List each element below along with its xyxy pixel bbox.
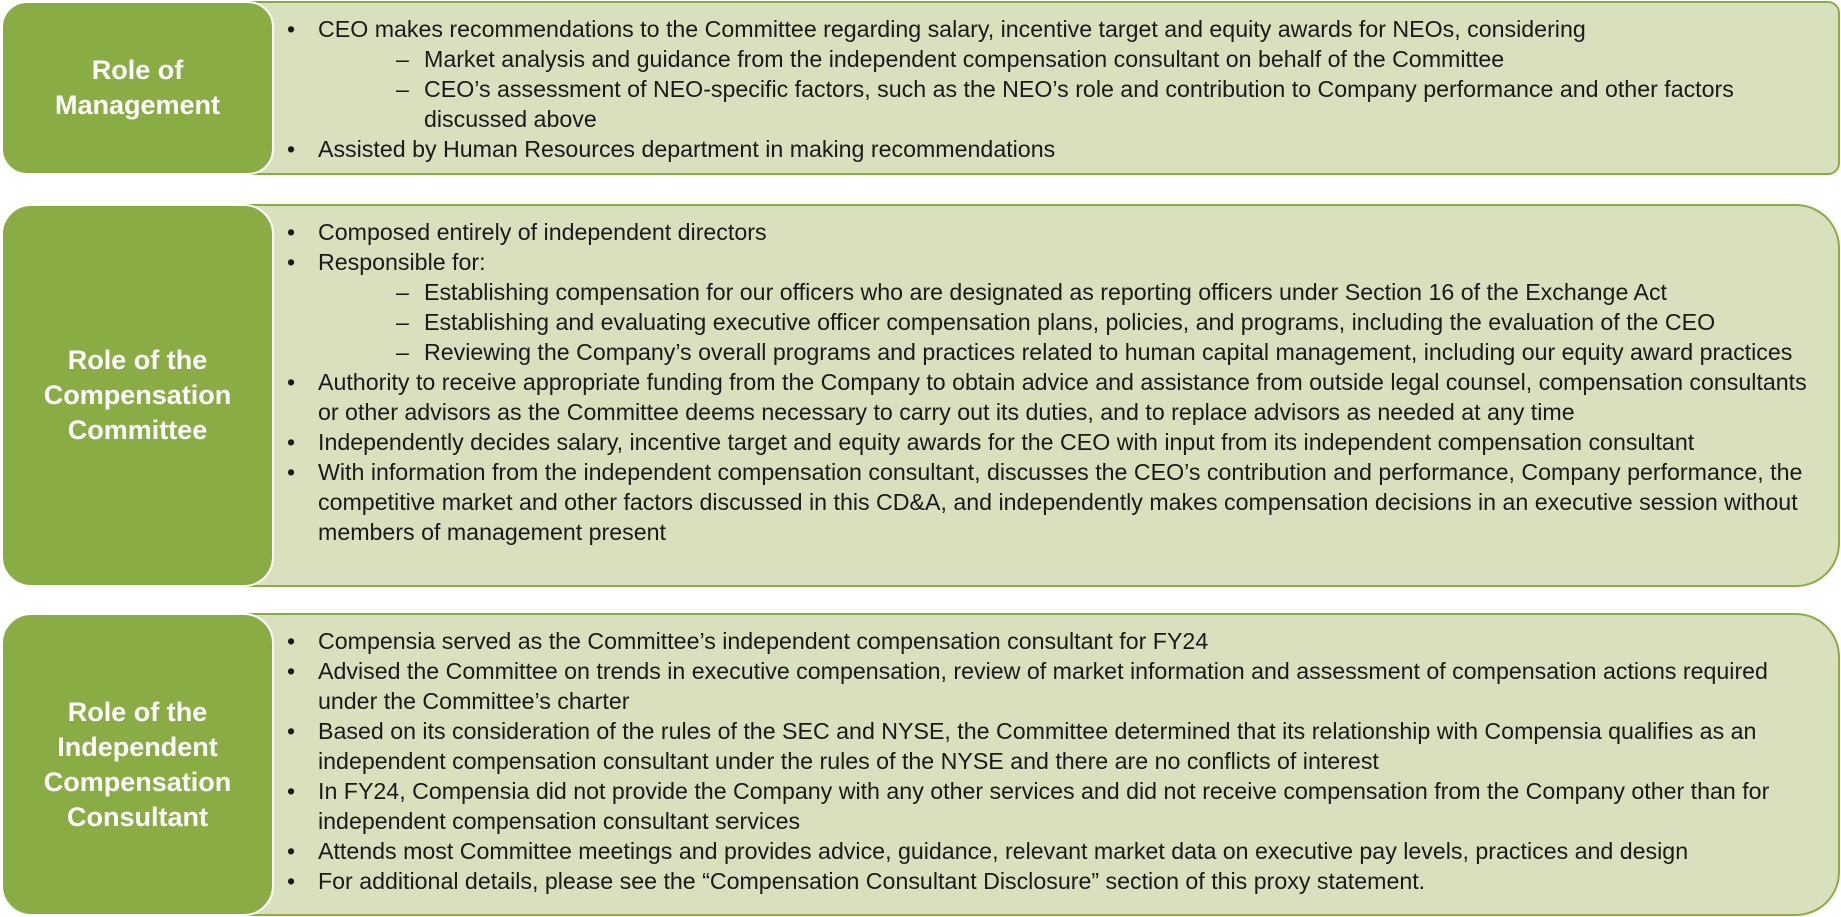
section-label-line: Role of the bbox=[67, 696, 208, 727]
section-label bbox=[1, 613, 274, 916]
section-role-of-management bbox=[0, 1, 1841, 175]
bullet-item: • Composed entirely of independent directors bbox=[287, 217, 1819, 247]
bullet-item: • Attends most Committee meetings and provides advice, guidance, relevant market data on executive pay levels, practices and design bbox=[287, 836, 1819, 866]
bullet-text: Responsible for: bbox=[318, 249, 486, 275]
sub-bullet-item: – Establishing compensation for our officers who are designated as reporting officers under Section 16 of the Exchange Act bbox=[318, 277, 1819, 307]
bullet-item: • Assisted by Human Resources department in making recommendations bbox=[287, 134, 1819, 164]
bullet-item: • Advised the Committee on trends in executive compensation, review of market information and assessment of compensation actions required under the Committee’s charter bbox=[287, 656, 1819, 716]
section-label-line: Compensation bbox=[43, 766, 232, 797]
section-label-line: Compensation bbox=[43, 380, 232, 410]
sub-bullet-list bbox=[318, 44, 1819, 134]
section-label-line: Committee bbox=[67, 415, 208, 445]
bullet-item: • Based on its consideration of the rules of the SEC and NYSE, the Committee determined that its relationship with Compensia qualifies as an independent compensation consultant under the rules of the NYSE and there are no conflicts of interest bbox=[287, 716, 1819, 776]
bullet-item: • For additional details, please see the “Compensation Consultant Disclosure” section of this proxy statement. bbox=[287, 866, 1819, 896]
bullet-item: • With information from the independent compensation consultant, discusses the CEO’s contribution and performance, Company performance, the competitive market and other factors discussed in this CD&A, and independently makes compensation decisions in an executive session without members of management present bbox=[287, 457, 1819, 547]
sub-bullet-list bbox=[318, 277, 1819, 367]
bullet-text: CEO makes recommendations to the Committee regarding salary, incentive target and equity awards for NEOs, considering bbox=[318, 16, 1586, 42]
section-label-line: Independent bbox=[57, 731, 218, 762]
bullet-item: • Compensia served as the Committee’s independent compensation consultant for FY24 bbox=[287, 626, 1819, 656]
sub-bullet-item: – Reviewing the Company’s overall programs and practices related to human capital management, including our equity award practices bbox=[318, 337, 1819, 367]
bullet-item: • Authority to receive appropriate funding from the Company to obtain advice and assistance from outside legal counsel, compensation consultants or other advisors as the Committee deems necessary to carry out its duties, and to replace advisors as needed at any time bbox=[287, 367, 1819, 427]
sub-bullet-item: – Market analysis and guidance from the independent compensation consultant on behalf of the Committee bbox=[318, 44, 1819, 74]
section-label bbox=[1, 204, 274, 587]
sub-bullet-item: – CEO’s assessment of NEO-specific factors, such as the NEO’s role and contribution to Company performance and other factors discussed above bbox=[318, 74, 1819, 134]
section-label-line: Role of bbox=[91, 55, 184, 85]
bullet-item: • In FY24, Compensia did not provide the Company with any other services and did not receive compensation from the Company other than for independent compensation consultant services bbox=[287, 776, 1819, 836]
sub-bullet-item: – Establishing and evaluating executive officer compensation plans, policies, and programs, including the evaluation of the CEO bbox=[318, 307, 1819, 337]
bullet-list bbox=[287, 217, 1819, 547]
bullet-list bbox=[287, 626, 1819, 896]
section-label bbox=[1, 1, 274, 175]
section-role-of-compensation-committee bbox=[0, 204, 1841, 587]
section-label-line: Management bbox=[54, 90, 221, 120]
bullet-item bbox=[287, 14, 1819, 134]
bullet-item: • Independently decides salary, incentive target and equity awards for the CEO with input from its independent compensation consultant bbox=[287, 427, 1819, 457]
bullet-list bbox=[287, 14, 1819, 164]
bullet-item bbox=[287, 247, 1819, 367]
section-role-of-independent-consultant bbox=[0, 613, 1841, 916]
section-label-line: Role of the bbox=[67, 345, 208, 375]
section-label-line: Consultant bbox=[66, 801, 208, 832]
